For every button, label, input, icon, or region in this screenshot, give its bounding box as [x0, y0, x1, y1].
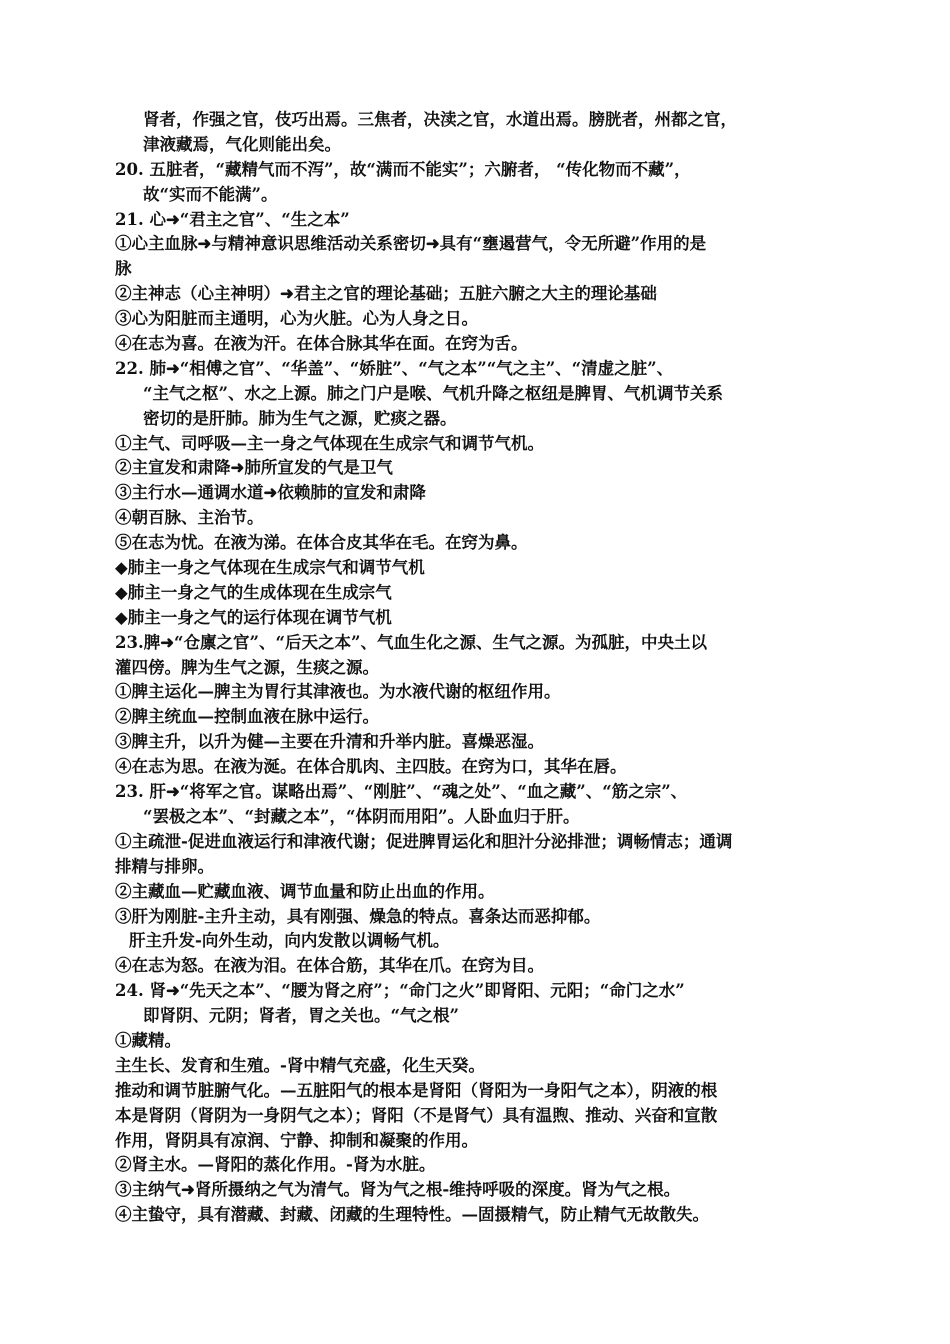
text-line: “罢极之本”、“封藏之本”，“体阴而用阳”。人卧血归于肝。 [143, 806, 580, 826]
text-line: ③肝为刚脏-主升主动，具有刚强、燥急的特点。喜条达而恶抑郁。 [115, 906, 601, 926]
text-line: 24. 肾➜“先天之本”、“腰为肾之府”；“命门之火”即肾阳、元阳；“命门之水” [115, 981, 685, 1001]
text-line: 主生长、发育和生殖。-肾中精气充盛，化生天癸。 [115, 1055, 485, 1075]
text-line: ②脾主统血—控制血液在脉中运行。 [115, 707, 379, 727]
text-line: ③心为阳脏而主通明，心为火脏。心为人身之日。 [115, 309, 478, 329]
text-line: 本是肾阴（肾阴为一身阴气之本）；肾阳（不是肾气）具有温煦、推动、兴奋和宣散 [115, 1105, 718, 1125]
text-line: 推动和调节脏腑气化。—五脏阳气的根本是肾阳（肾阳为一身阳气之本），阴液的根 [115, 1080, 718, 1100]
text-line: 密切的是肝肺。肺为生气之源，贮痰之器。 [143, 408, 457, 428]
text-line: 即肾阴、元阴；肾者，胃之关也。“气之根” [143, 1006, 459, 1026]
text-line: ②肾主水。—肾阳的蒸化作用。-肾为水脏。 [115, 1155, 436, 1175]
text-line: 脉 [115, 259, 132, 279]
text-line: ④主蛰守，具有潜藏、封藏、闭藏的生理特性。—固摄精气，防止精气无故散失。 [115, 1205, 709, 1225]
text-line: ◆肺主一身之气的运行体现在调节气机 [115, 607, 392, 627]
text-line: 21. 心➜“君主之官”、“生之本” [115, 209, 350, 229]
text-line: ③主纳气➜肾所摄纳之气为清气。肾为气之根-维持呼吸的深度。肾为气之根。 [115, 1180, 681, 1200]
text-line: 作用，肾阴具有凉润、宁静、抑制和凝聚的作用。 [115, 1130, 478, 1150]
text-line: 故“实而不能满”。 [143, 184, 278, 204]
text-line: ①主疏泄-促进血液运行和津液代谢；促进脾胃运化和胆汁分泌排泄；调畅情志；通调 [115, 831, 733, 851]
text-line: ③主行水—通调水道➜依赖肺的宣发和肃降 [115, 483, 426, 503]
text-line: ④在志为思。在液为涎。在体合肌肉、主四肢。在窍为口，其华在唇。 [115, 757, 627, 777]
text-line: ③脾主升，以升为健—主要在升清和升举内脏。喜燥恶湿。 [115, 732, 544, 752]
text-line: 肾者，作强之官，伎巧出焉。三焦者，决渎之官，水道出焉。膀胱者，州都之官， [143, 110, 737, 129]
text-line: ②主神志（心主神明）➜君主之官的理论基础；五脏六腑之大主的理论基础 [115, 284, 657, 304]
text-line: ⑤在志为忧。在液为涕。在体合皮其华在毛。在窍为鼻。 [115, 533, 528, 553]
text-line: 灌四傍。脾为生气之源，生痰之源。 [115, 657, 379, 677]
text-line: 排精与排卵。 [115, 856, 214, 876]
text-line: ④朝百脉、主治节。 [115, 508, 264, 528]
text-line: ④在志为喜。在液为汗。在体合脉其华在面。在窍为舌。 [115, 334, 528, 354]
text-line: 津液藏焉，气化则能出矣。 [143, 134, 341, 154]
text-line: “主气之枢”、水之上源。肺之门户是喉、气机升降之枢纽是脾胃、气机调节关系 [143, 383, 723, 403]
text-line: ②主宣发和肃降➜肺所宣发的气是卫气 [115, 458, 393, 478]
text-line: 23. 肝➜“将军之官。谋略出焉”、“刚脏”、“魂之处”、“血之藏”、“筋之宗”、 [115, 782, 688, 802]
text-line: 肝主升发-向外生动，向内发散以调畅气机。 [129, 931, 450, 951]
text-line: ①脾主运化—脾主为胃行其津液也。为水液代谢的枢纽作用。 [115, 682, 561, 702]
text-line: ①主气、司呼吸—主一身之气体现在生成宗气和调节气机。 [115, 433, 544, 453]
text-line: ①藏精。 [115, 1030, 181, 1050]
text-line: 22. 肺➜“相傅之官”、“华盖”、“娇脏”、“气之本”“气之主”、“清虚之脏”、 [115, 358, 674, 378]
text-line: ◆肺主一身之气的生成体现在生成宗气 [115, 582, 392, 602]
text-line: 20. 五脏者，“藏精气而不泻”，故“满而不能实”；六腑者， “传化物而不藏”， [115, 159, 691, 179]
text-line: ◆肺主一身之气体现在生成宗气和调节气机 [115, 558, 425, 578]
text-line: ②主藏血—贮藏血液、调节血量和防止出血的作用。 [115, 881, 495, 901]
text-line: ④在志为怒。在液为泪。在体合筋，其华在爪。在窍为目。 [115, 956, 544, 976]
text-line: ①心主血脉➜与精神意识思维活动关系密切➜具有“壅遏营气，令无所避”作用的是 [115, 234, 707, 254]
text-line: 23.脾➜“仓廪之官”、“后天之本”、气血生化之源、生气之源。为孤脏，中央土以 [115, 632, 707, 652]
